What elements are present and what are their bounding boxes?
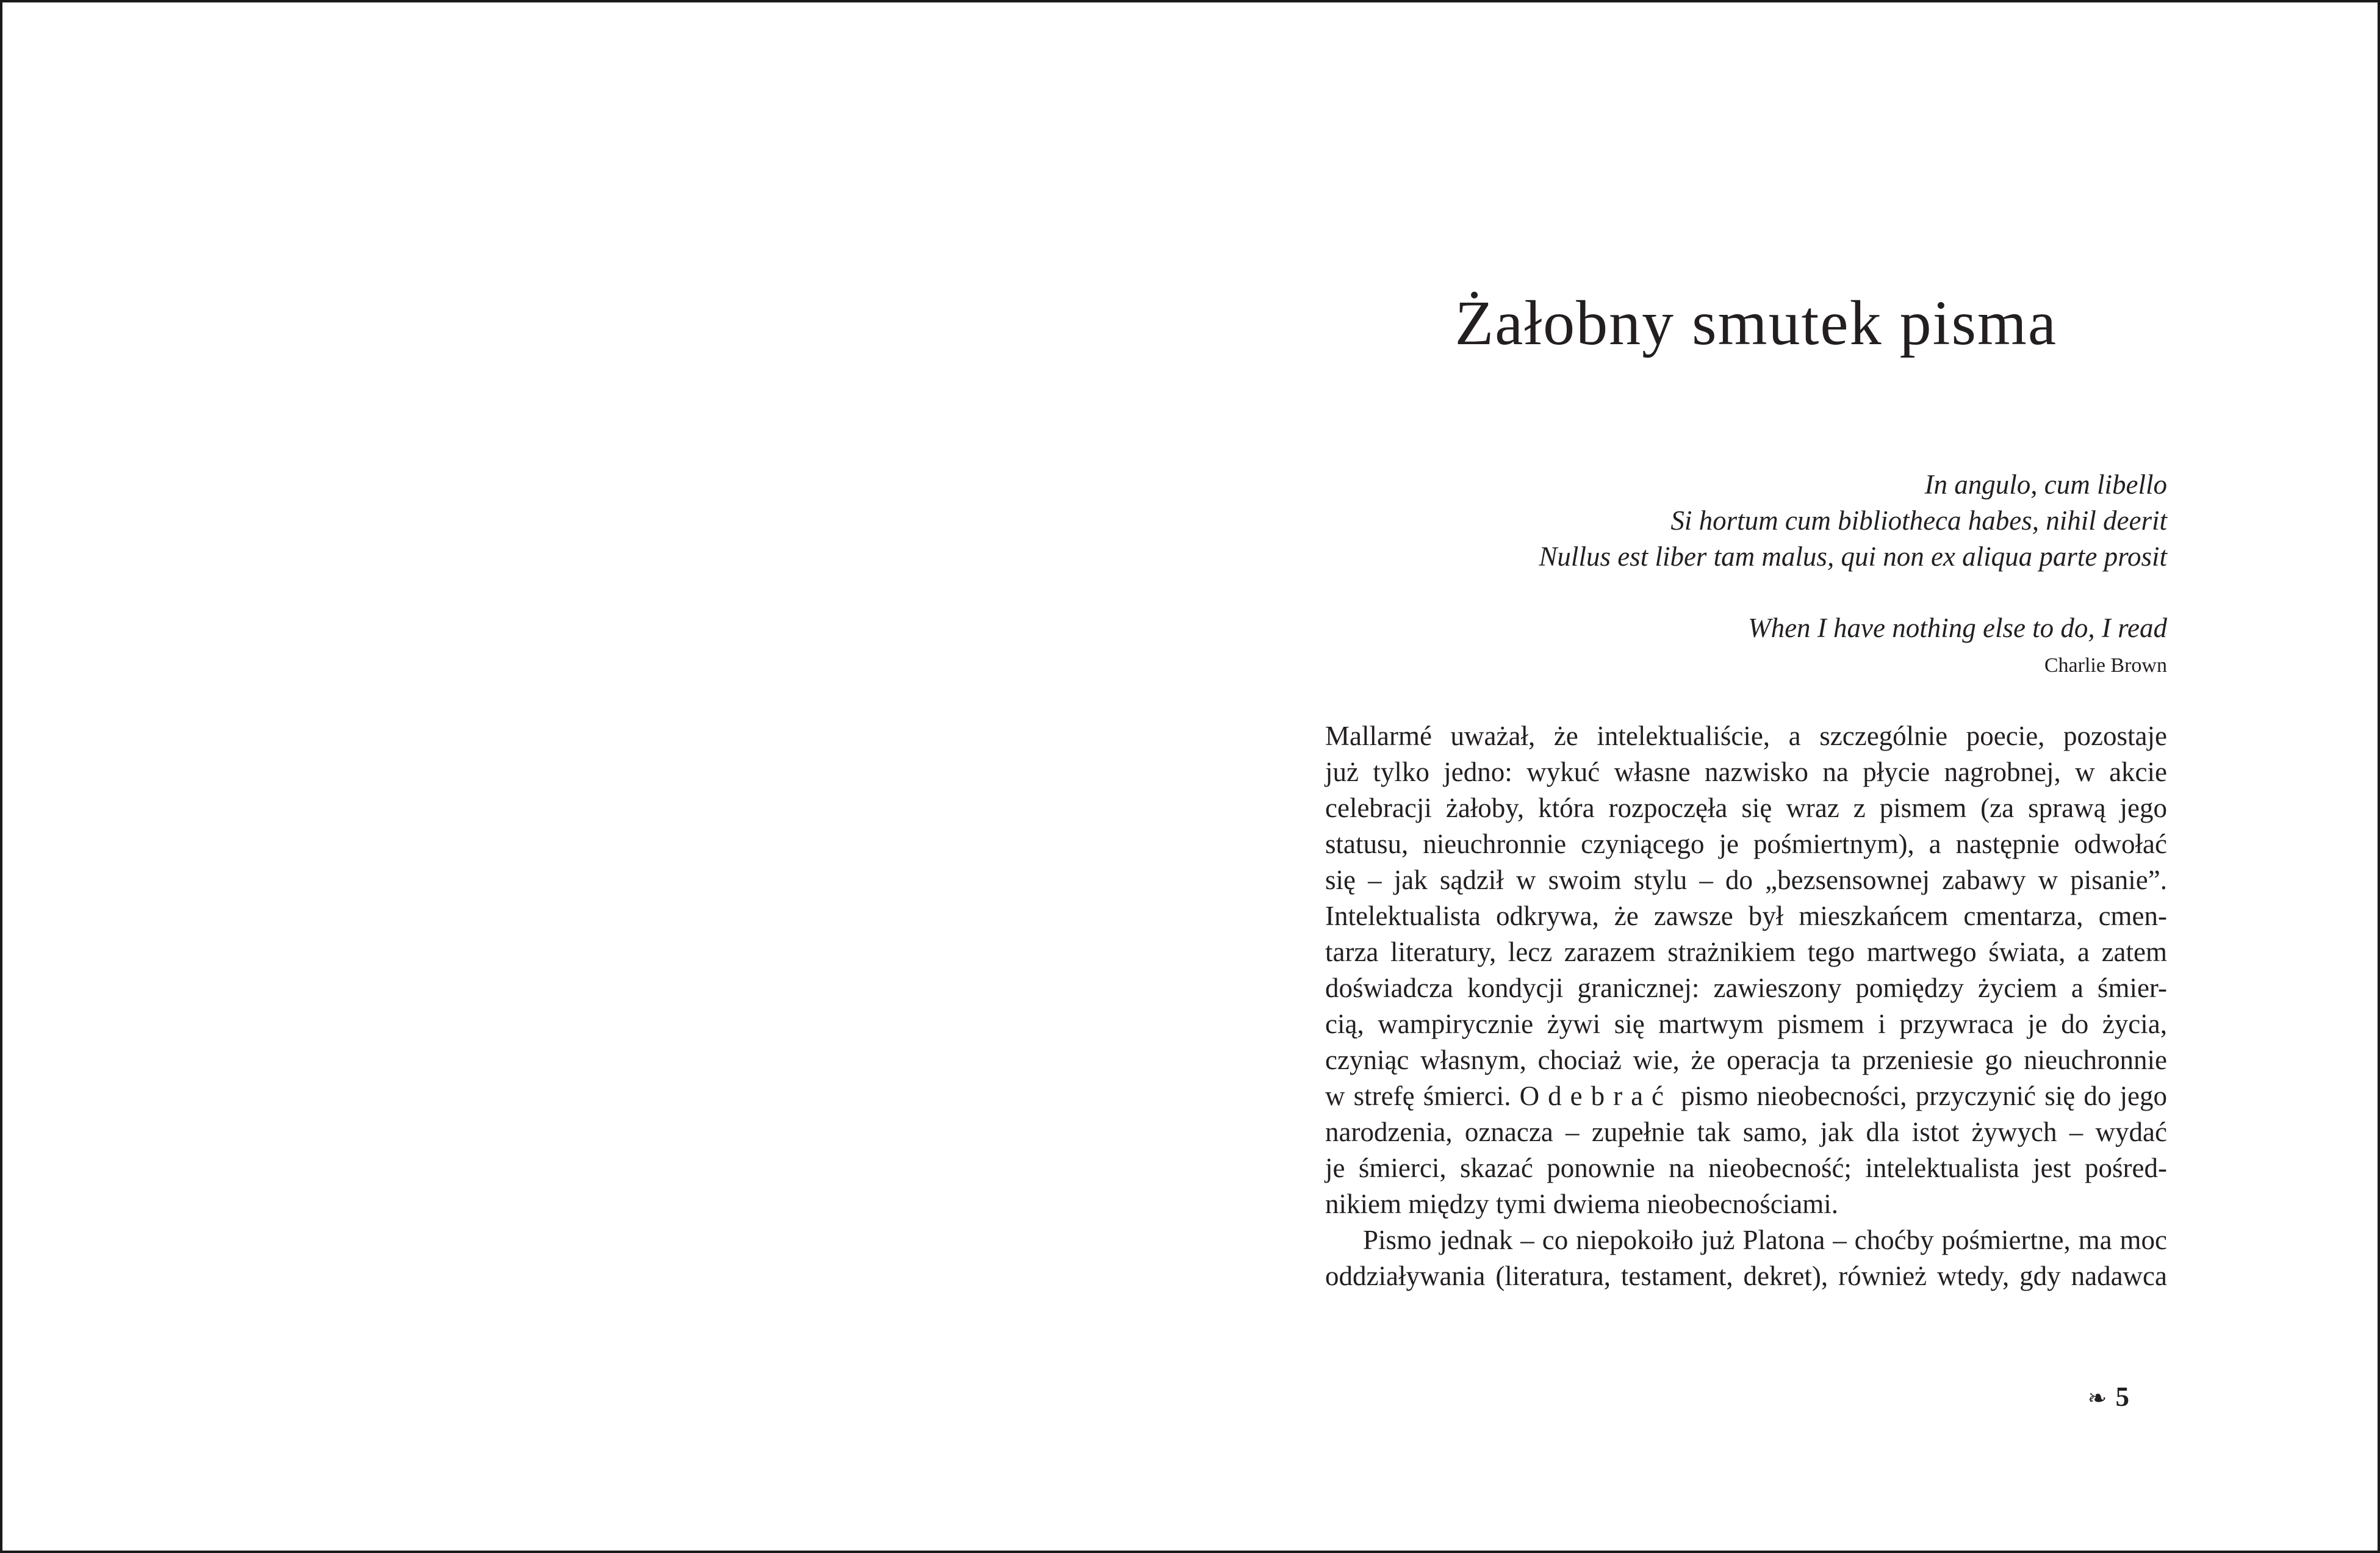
spaced-emphasis: Odebrać xyxy=(1519,1081,1673,1111)
epigraph-english: When I have nothing else to do, I read xyxy=(1748,613,2167,643)
chapter-title: Żałobny smutek pisma xyxy=(1454,288,2057,358)
epigraph-line: Si hortum cum bibliotheca habes, nihil deerit xyxy=(1670,505,2167,536)
epigraph-line: In angulo, cum libello xyxy=(1924,469,2167,500)
text-line: Intelektualista odkrywa, że zawsze był mieszkańcem cmentarza, cmen- xyxy=(1325,901,2167,931)
left-page-blank xyxy=(2,2,1190,1551)
fleuron-icon: ❧ xyxy=(2087,1385,2107,1411)
text-line: doświadcza kondycji granicznej: zawieszony pomiędzy życiem a śmier- xyxy=(1325,973,2167,1003)
page-number-value: 5 xyxy=(2115,1382,2129,1412)
text-line: nikiem między tymi dwiema nieobecnościami. xyxy=(1325,1189,1839,1219)
text-line: się – jak sądził w swoim stylu – do „bezsensownej zabawy w pisanie”. xyxy=(1325,865,2167,895)
text-line: statusu, nieuchronnie czyniącego je pośmiertnym), a następnie odwołać xyxy=(1325,829,2167,859)
text-fragment: pismo nieobecności, przyczynić się do jego xyxy=(1681,1081,2168,1111)
page-number xyxy=(2068,1379,2129,1416)
epigraph-line: Nullus est liber tam malus, qui non ex aliqua parte prosit xyxy=(1539,541,2167,572)
text-line: celebracji żałoby, która rozpoczęła się wraz z pismem (za sprawą jego xyxy=(1325,793,2167,823)
text-line: Pismo jednak – co niepokoiło już Platona – choćby pośmiertne, ma moc xyxy=(1363,1225,2167,1255)
text-line: narodzenia, oznacza – zupełnie tak samo, jak dla istot żywych – wydać xyxy=(1325,1117,2167,1147)
text-line-spaced xyxy=(1325,1078,2167,1114)
paragraph-2 xyxy=(1325,1222,2167,1294)
text-line: tarza literatury, lecz zarazem strażnikiem tego martwego świata, a zatem xyxy=(1325,937,2167,967)
epigraph-latin xyxy=(1325,467,2167,575)
epigraph-author: Charlie Brown xyxy=(2044,654,2167,677)
text-line: Mallarmé uważał, że intelektualiście, a szczególnie poecie, pozostaje xyxy=(1325,721,2167,751)
text-fragment: w strefę śmierci. xyxy=(1325,1081,1511,1111)
body-text xyxy=(1325,718,2167,1294)
text-line: czyniąc własnym, chociaż wie, że operacja ta przeniesie go nieuchronnie xyxy=(1325,1045,2167,1075)
paragraph-1 xyxy=(1325,718,2167,1222)
text-line: oddziaływania (literatura, testament, dekret), również wtedy, gdy nadawca xyxy=(1325,1261,2167,1291)
text-line: już tylko jedno: wykuć własne nazwisko na płycie nagrobnej, w akcie xyxy=(1325,757,2167,787)
text-line: je śmierci, skazać ponownie na nieobecność; intelektualista jest pośred- xyxy=(1325,1153,2167,1183)
text-line: cią, wampirycznie żywi się martwym pismem i przywraca je do życia, xyxy=(1325,1009,2167,1039)
